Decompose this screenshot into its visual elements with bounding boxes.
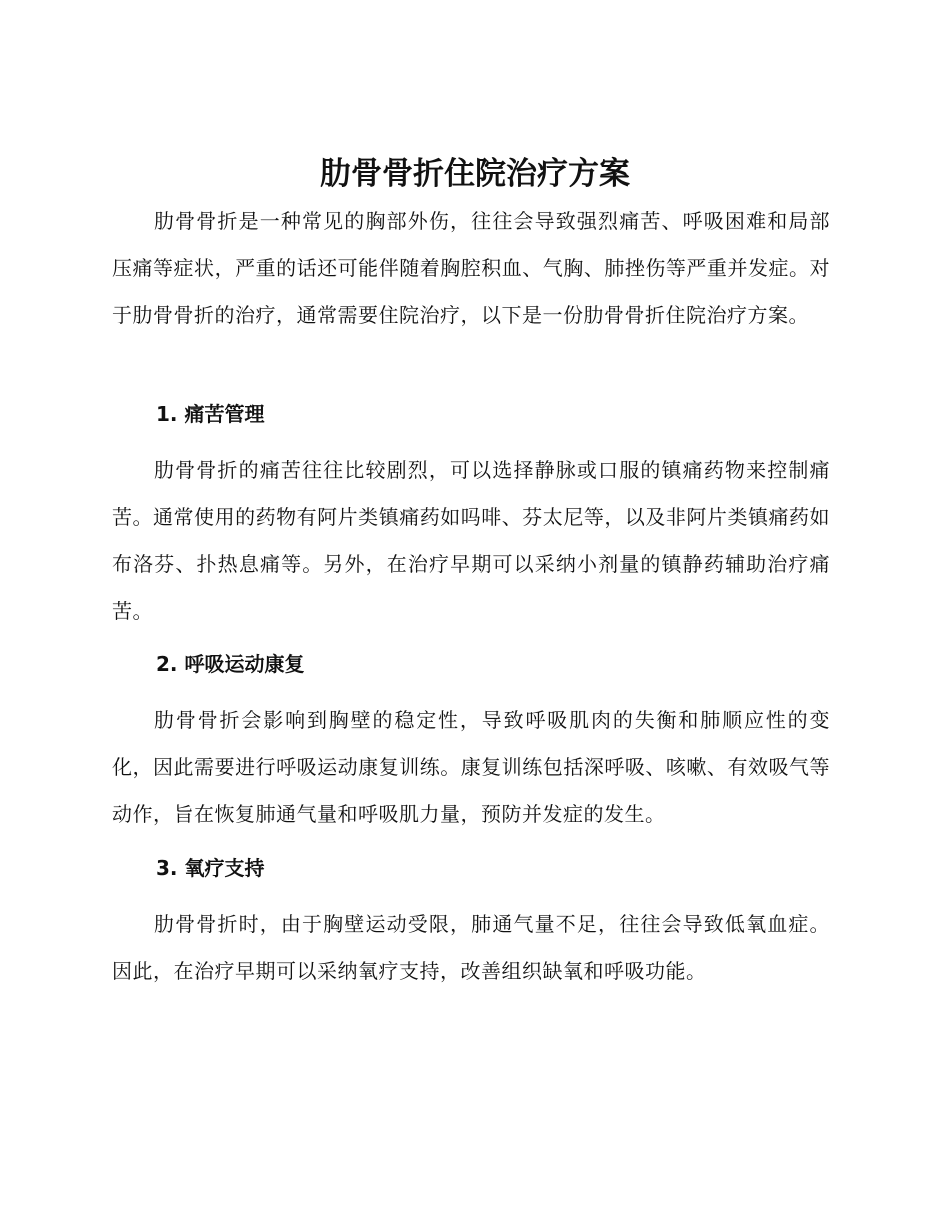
section-heading-breathing-rehab: 2. 呼吸运动康复 — [156, 652, 305, 676]
section-heading-pain-management: 1. 痛苦管理 — [156, 402, 265, 426]
section-body-oxygen-support: 肋骨骨折时，由于胸壁运动受限，肺通气量不足，往往会导致低氧血症。因此，在治疗早期可以采纳氧疗支持，改善组织缺氧和呼吸功能。 — [112, 912, 830, 983]
section-heading-oxygen-support: 3. 氧疗支持 — [156, 856, 265, 880]
intro-paragraph: 肋骨骨折是一种常见的胸部外伤，往往会导致强烈痛苦、呼吸困难和局部压痛等症状，严重的话还可能伴随着胸腔积血、气胸、肺挫伤等严重并发症。对于肋骨骨折的治疗，通常需要住院治疗，以下是一份肋骨骨折住院治疗方案。 — [112, 209, 830, 327]
section-body-pain-management: 肋骨骨折的痛苦往往比较剧烈，可以选择静脉或口服的镇痛药物来控制痛苦。通常使用的药物有阿片类镇痛药如吗啡、芬太尼等，以及非阿片类镇痛药如布洛芬、扑热息痛等。另外，在治疗早期可以采纳小剂量的镇静药辅助治疗痛苦。 — [112, 458, 830, 623]
section-body-breathing-rehab: 肋骨骨折会影响到胸壁的稳定性，导致呼吸肌肉的失衡和肺顺应性的变化，因此需要进行呼吸运动康复训练。康复训练包括深呼吸、咳嗽、有效吸气等动作，旨在恢复肺通气量和呼吸肌力量，预防并发症的发生。 — [112, 708, 830, 826]
document-title: 肋骨骨折住院治疗方案 — [320, 156, 630, 192]
